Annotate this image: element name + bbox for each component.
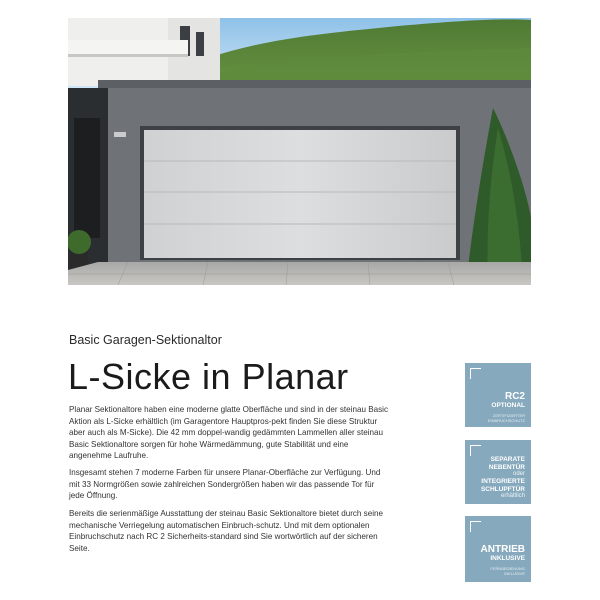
door-available: erhältlich: [500, 493, 525, 499]
paragraph-intro: Planar Sektionaltore haben eine moderne glatte Oberfläche und sind in der steinau Basic Aktion als L-Sicke erhältlich (im Garagentore Hauptpros-pekt finden Sie diese Struktur aber auch als M-Sicke). Die 42 mm doppel-wandig gedämmten Lammellen aller steinau Basic Sektionaltore sorgen für hohe Wärmedämmung, gute Stabilität und eine angenehme Laufruhe.: [69, 405, 389, 461]
door-wicket: SCHLUPFTÜR: [480, 485, 525, 493]
rc2-certified: ZERTIFIZIERTER: [492, 412, 525, 418]
corner-bracket-icon: [470, 521, 481, 532]
door-side: NEBENTÜR: [488, 463, 525, 471]
paragraph-security: Bereits die serienmäßige Ausstattung der steinau Basic Sektionaltore bietet durch seine mechanische Verriegelung automatischen Einbruch-schutz. Und mit dem optionalen Einbruchschutz nach RC 2 Sicherheits-standard sind Sie wortwörtlich auf der sicheren Seite.: [69, 509, 384, 553]
rc2-label: RC2: [504, 391, 525, 402]
rc2-protection: EINBRUCHSCHUTZ: [487, 417, 525, 423]
side-door-badge: [465, 440, 531, 504]
door-integrated: INTEGRIERTE: [481, 478, 525, 485]
door-separate: SEPARATE: [490, 456, 525, 463]
paragraph-colors-sizes: Insgesamt stehen 7 moderne Farben für unsere Planar-Oberfläche zur Verfügung. Und mit 33 Normgrößen sowie zahlreichen Sondergrößen haben wir das passende Tor für jede Öffnung.: [69, 468, 381, 501]
drive-label: ANTRIEB: [480, 544, 525, 555]
drive-remote: FERNBEDIENUNG INKLUSIVE: [490, 565, 525, 576]
corner-bracket-icon: [470, 445, 481, 456]
rc2-optional: OPTIONAL: [491, 402, 525, 409]
section-subtitle: Basic Garagen-Sektionaltor: [69, 333, 222, 347]
rc2-badge: [465, 363, 531, 427]
drive-badge: [465, 516, 531, 582]
page-title: L-Sicke in Planar: [68, 356, 349, 397]
garage-house-photo: [68, 18, 531, 285]
drive-included: INKLUSIVE: [490, 555, 525, 562]
door-or: oder: [512, 471, 525, 477]
corner-bracket-icon: [470, 368, 481, 379]
